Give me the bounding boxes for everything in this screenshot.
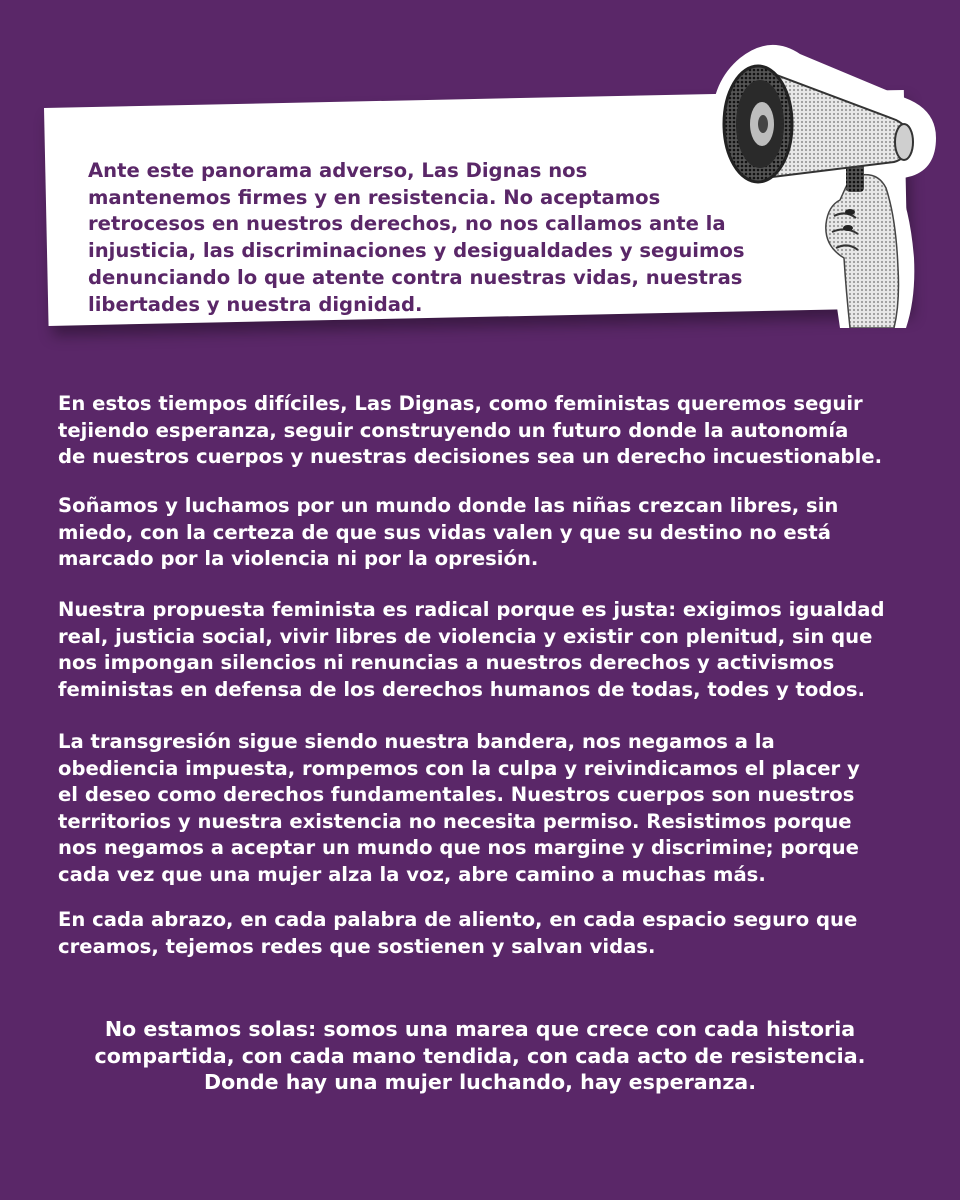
highlight-text: Ante este panorama adverso, Las Dignas nos mantenemos firmes y en resistencia. No aceptamos retrocesos en nuestros derechos, no nos callamos ante la injusticia, las discriminaciones y desigualdades y seguimos denunciando lo que atente contra nuestras vidas, nuestras libertades y nuestra dignidad.	[88, 159, 745, 316]
megaphone-in-hand-icon	[700, 28, 940, 328]
paragraph-3: Nuestra propuesta feminista es radical porque es justa: exigimos igualdad real, justicia social, vivir libres de violencia y existir con plenitud, sin que nos impongan silencios ni renuncias a nuestros derechos y activismos feministas en defensa de los derechos humanos de todas, todes y todos.	[58, 598, 885, 701]
paragraph-1: En estos tiempos difíciles, Las Dignas, como feministas queremos seguir tejiendo esperanza, seguir construyendo un futuro donde la autonomía de nuestros cuerpos y nuestras decisiones sea un derecho incuestionable.	[58, 392, 883, 469]
paragraph-4: La transgresión sigue siendo nuestra bandera, nos negamos a la obediencia impuesta, rompemos con la culpa y reivindicamos el placer y el deseo como derechos fundamentales. Nuestros cuerpos son nuestros territorios y nuestra existencia no necesita permiso. Resistimos porque nos negamos a aceptar un mundo que nos margine y discrimine; porque cada vez que una mujer alza la voz, abre camino a muchas más.	[58, 730, 860, 886]
closing-statement: No estamos solas: somos una marea que crece con cada historia compartida, con cada mano tendida, con cada acto de resistencia. Donde hay una mujer luchando, hay esperanza.	[94, 1017, 866, 1095]
paragraph-5: En cada abrazo, en cada palabra de aliento, en cada espacio seguro que creamos, tejemos redes que sostienen y salvan vidas.	[58, 908, 858, 958]
paragraph-2: Soñamos y luchamos por un mundo donde las niñas crezcan libres, sin miedo, con la certeza de que sus vidas valen y que su destino no está marcado por la violencia ni por la opresión.	[58, 494, 839, 571]
